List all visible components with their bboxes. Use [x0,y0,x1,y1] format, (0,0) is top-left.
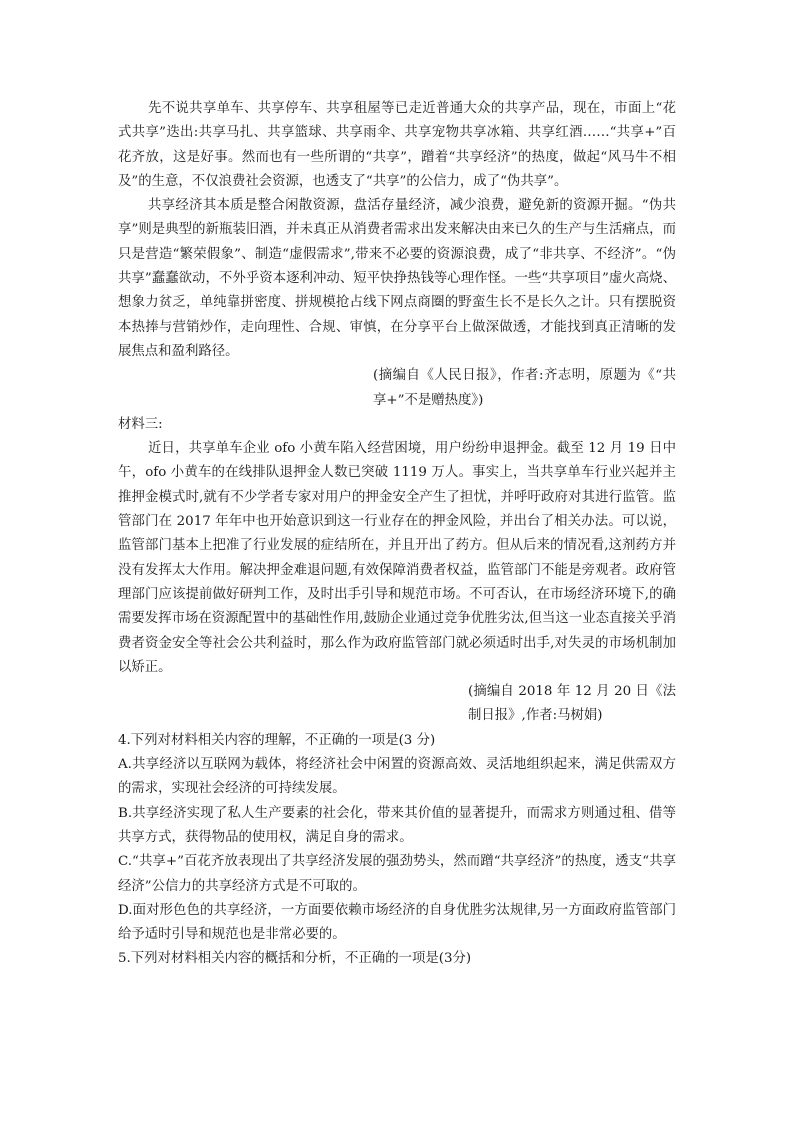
material-two-paragraph-2: 共享经济其本质是整合闲散资源，盘活存量经济，减少浪费，避免新的资源开掘。“伪共享”则是典型的新瓶装旧酒，并未真正从消费者需求出发来解决由来已久的生产与生活痛点，而只是营造“繁荣假象”、制造“虚假需求”,带来不必要的资源浪费，成了“非共享、不经济”。“伪共享”蠢蠢欲动，不外乎资本逐利冲动、短平快挣热钱等心理作怪。一些“共享项目”虚火高烧、想象力贫乏，单纯靠拼密度、拼规模抢占线下网点商圈的野蛮生长不是长久之计。只有摆脱资本热捧与营销炒作，走向理性、合规、审慎，在分享平台上做深做透，才能找到真正清晰的发展焦点和盈利路径。 [118,198,676,359]
question-4-option-b: B.共享经济实现了私人生产要素的社会化，带来其价值的显著提升，而需求方则通过租、借等共享方式，获得物品的使用权，满足自身的需求。 [118,805,676,845]
question-4-option-c: C.“共享+”百花齐放表现出了共享经济发展的强劲势头，然而蹭“共享经济”的热度，透支“共享经济”公信力的共享经济方式是不可取的。 [118,854,676,894]
material-three-source: (摘编自 2018 年 12 月 20 日《法制日报》,作者:马树娟) [468,684,676,724]
material-three-paragraph: 近日，共享单车企业 ofo 小黄车陷入经营困境，用户纷纷申退押金。截至 12 月 19 日中午，ofo 小黄车的在线排队退押金人数已突破 1119 万人。事实上，当共享单车行业兴起并主推押金模式时,就有不少学者专家对用户的押金安全产生了担忧，并呼吁政府对其进行监管。监管部门在 2017 年年中也开始意识到这一行业存在的押金风险，并出台了相关办法。可以说， 监管部门基本上把准了行业发展的症结所在，并且开出了药方。但从后来的情况看,这剂药方并没有发挥太大作用。解决押金难退问题,有效保障消费者权益，监管部门不能是旁观者。政府管理部门应该提前做好研判工作，及时出手引导和规范市场。不可否认，在市场经济环境下,的确需要发挥市场在资源配置中的基础性作用,鼓励企业通过竞争优胜劣汰,但当这一业态直接关乎消费者资金安全等社会公共利益时，那么作为政府监管部门就必须适时出手,对失灵的市场机制加以矫正。 [118,441,676,675]
material-two-source: (摘编自《人民日报》，作者:齐志明，原题为《“共享+”不是赠热度》) [373,368,676,408]
material-two-paragraph-1: 先不说共享单车、共享停车、共享租屋等已走近普通大众的共享产品，现在，市面上“花式共享”迭出:共享马扎、共享篮球、共享雨伞、共享宠物共享冰箱、共享红酒……“共享+”百花齐放，这是好事。然而也有一些所谓的“共享”，蹭着“共享经济”的热度，做起“风马牛不相及”的生意，不仅浪费社会资源，也透支了“共享”的公信力，成了“伪共享”。 [118,101,676,189]
question-4-option-d: D.面对形色色的共享经济，一方面要依赖市场经济的自身优胜劣汰规律,另一方面政府监管部门给予适时引导和规范也是非常必要的。 [118,902,676,943]
material-three-heading: 材料三: [118,416,163,432]
question-5-stem: 5.下列对材料相关内容的概括和分析，不正确的一项是(3分) [118,951,472,967]
question-4-option-a: A.共享经济以互联网为载体，将经济社会中闲置的资源高效、灵活地组织起来，满足供需双方的需求，实现社会经济的可持续发展。 [118,757,676,797]
document-body [118,97,676,972]
question-4-stem: 4.下列对材料相关内容的理解，不正确的一项是(3 分) [118,732,436,748]
